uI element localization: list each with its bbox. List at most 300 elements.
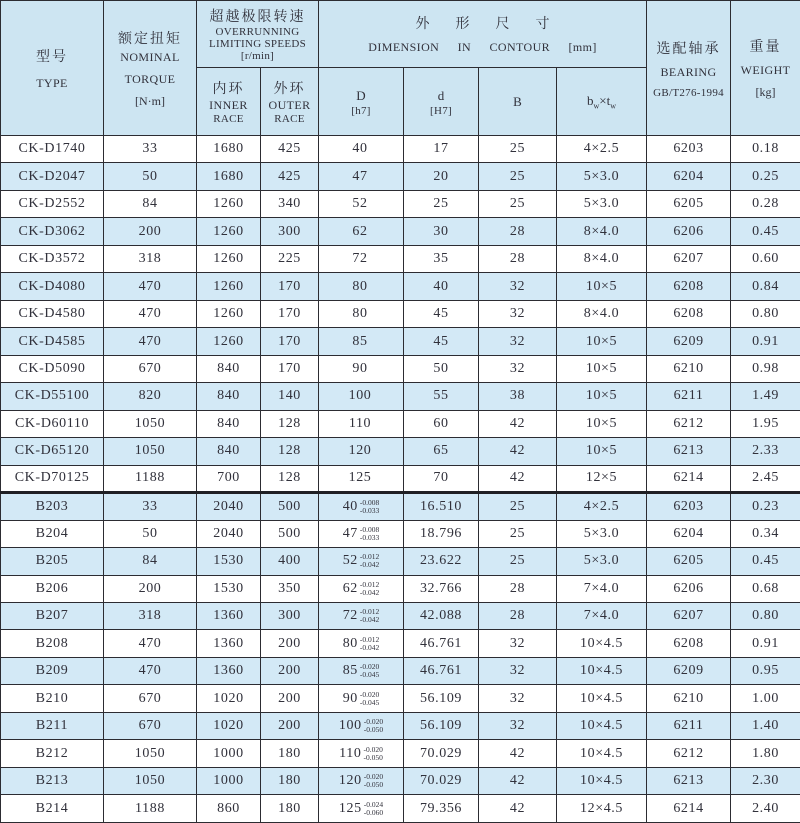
diameter-D-value: 85 (352, 333, 368, 349)
cell-width-B: 32 (479, 630, 557, 657)
cell-torque: 1050 (104, 438, 197, 465)
cell-bearing: 6208 (647, 300, 731, 327)
cell-type: B205 (1, 548, 104, 575)
cell-width-B: 28 (479, 218, 557, 245)
cell-type: CK-D60110 (1, 410, 104, 437)
cell-width-B: 25 (479, 190, 557, 217)
header-col-d-symbol: d (437, 87, 445, 103)
diameter-D-value: 90 (342, 690, 358, 706)
header-outer-race (261, 68, 319, 136)
cell-diameter-d: 30 (404, 218, 479, 245)
cell-diameter-d: 65 (404, 438, 479, 465)
cell-outer-race: 200 (261, 685, 319, 712)
cell-torque: 33 (104, 493, 197, 520)
cell-bearing: 6214 (647, 465, 731, 492)
cell-weight: 0.23 (731, 493, 800, 520)
cell-width-B: 32 (479, 685, 557, 712)
cell-bearing: 6208 (647, 273, 731, 300)
cell-bearing: 6207 (647, 245, 731, 272)
diameter-D-value: 52 (342, 553, 358, 569)
table-row (1, 795, 800, 823)
diameter-D-tolerance: -0.012 -0.042 (359, 552, 380, 570)
cell-outer-race: 200 (261, 630, 319, 657)
cell-bearing: 6212 (647, 410, 731, 437)
cell-weight: 0.34 (731, 520, 800, 547)
cell-width-B: 32 (479, 328, 557, 355)
diameter-D-tolerance: -0.020 -0.045 (359, 662, 380, 680)
cell-torque: 470 (104, 630, 197, 657)
cell-type: B211 (1, 712, 104, 739)
cell-weight: 0.68 (731, 575, 800, 602)
header-col-B (479, 68, 557, 136)
table-row (1, 328, 800, 355)
cell-outer-race: 170 (261, 300, 319, 327)
diameter-D-value: 72 (352, 251, 368, 267)
cell-width-B: 25 (479, 493, 557, 520)
cell-diameter-D (319, 767, 404, 794)
cell-outer-race: 128 (261, 410, 319, 437)
diameter-D-value: 47 (342, 525, 358, 541)
diameter-D-value: 40 (342, 498, 358, 514)
header-col-D-symbol: D (356, 87, 366, 103)
header-bearing-zh: 选配轴承 (656, 41, 721, 57)
cell-torque: 200 (104, 218, 197, 245)
cell-diameter-d: 56.109 (404, 685, 479, 712)
diameter-D-value: 62 (352, 223, 368, 239)
cell-diameter-D (319, 740, 404, 767)
diameter-D-value: 100 (338, 718, 362, 734)
table-row (1, 438, 800, 465)
header-torque-unit: [N·m] (135, 93, 165, 108)
cell-weight: 1.80 (731, 740, 800, 767)
diameter-D-tolerance: -0.012 -0.042 (359, 607, 380, 625)
cell-diameter-d: 70.029 (404, 740, 479, 767)
cell-type: CK-D65120 (1, 438, 104, 465)
cell-inner-race: 2040 (197, 520, 261, 547)
cell-outer-race: 300 (261, 218, 319, 245)
cell-diameter-d: 16.510 (404, 493, 479, 520)
cell-type: B207 (1, 602, 104, 629)
cell-diameter-d: 23.622 (404, 548, 479, 575)
table-row (1, 383, 800, 410)
cell-diameter-D (319, 520, 404, 547)
table-row (1, 493, 800, 520)
table-row (1, 273, 800, 300)
table-row (1, 767, 800, 794)
cell-type: CK-D1740 (1, 136, 104, 163)
cell-inner-race: 1260 (197, 273, 261, 300)
diameter-D-tolerance: -0.020 -0.050 (363, 717, 384, 735)
cell-weight: 1.49 (731, 383, 800, 410)
cell-type: B209 (1, 657, 104, 684)
cell-weight: 0.28 (731, 190, 800, 217)
diameter-D-tolerance: -0.008 -0.033 (359, 497, 380, 515)
cell-bearing: 6213 (647, 767, 731, 794)
cell-outer-race: 340 (261, 190, 319, 217)
header-weight-en: WEIGHT (740, 63, 791, 77)
cell-keyway: 8×4.0 (557, 245, 647, 272)
cell-bearing: 6207 (647, 602, 731, 629)
cell-width-B: 25 (479, 548, 557, 575)
cell-outer-race: 180 (261, 795, 319, 823)
cell-diameter-D (319, 548, 404, 575)
cell-outer-race: 180 (261, 740, 319, 767)
cell-width-B: 32 (479, 355, 557, 382)
cell-bearing: 6212 (647, 740, 731, 767)
cell-keyway: 10×5 (557, 410, 647, 437)
table-row (1, 465, 800, 492)
cell-bearing: 6205 (647, 190, 731, 217)
header-weight-zh: 重量 (749, 40, 782, 55)
cell-diameter-D (319, 273, 404, 300)
table-row (1, 548, 800, 575)
cell-type: CK-D70125 (1, 465, 104, 492)
cell-torque: 84 (104, 548, 197, 575)
cell-width-B: 42 (479, 795, 557, 823)
cell-diameter-d: 17 (404, 136, 479, 163)
header-col-D (319, 68, 404, 136)
cell-type: CK-D4580 (1, 300, 104, 327)
cell-width-B: 25 (479, 520, 557, 547)
cell-diameter-D (319, 218, 404, 245)
table-row (1, 410, 800, 437)
header-type-en: TYPE (36, 75, 68, 90)
cell-torque: 1050 (104, 767, 197, 794)
cell-inner-race: 1530 (197, 548, 261, 575)
cell-inner-race: 840 (197, 355, 261, 382)
cell-type: B213 (1, 767, 104, 794)
cell-diameter-D (319, 438, 404, 465)
cell-type: CK-D2047 (1, 163, 104, 190)
cell-bearing: 6206 (647, 575, 731, 602)
cell-weight: 1.40 (731, 712, 800, 739)
cell-type: CK-D3062 (1, 218, 104, 245)
cell-keyway: 10×5 (557, 383, 647, 410)
cell-diameter-d: 70.029 (404, 767, 479, 794)
cell-weight: 0.91 (731, 328, 800, 355)
cell-diameter-d: 18.796 (404, 520, 479, 547)
cell-diameter-D (319, 493, 404, 520)
cell-keyway: 10×4.5 (557, 740, 647, 767)
cell-width-B: 28 (479, 575, 557, 602)
cell-width-B: 32 (479, 712, 557, 739)
cell-type: CK-D4080 (1, 273, 104, 300)
cell-inner-race: 1680 (197, 163, 261, 190)
diameter-D-tolerance: -0.020 -0.045 (359, 689, 380, 707)
cell-outer-race: 200 (261, 657, 319, 684)
cell-type: B212 (1, 740, 104, 767)
cell-torque: 50 (104, 520, 197, 547)
cell-diameter-D (319, 795, 404, 823)
cell-weight: 2.40 (731, 795, 800, 823)
diameter-D-tolerance: -0.008 -0.033 (359, 524, 380, 542)
cell-torque: 470 (104, 273, 197, 300)
cell-keyway: 5×3.0 (557, 520, 647, 547)
cell-keyway: 10×4.5 (557, 657, 647, 684)
cell-keyway: 4×2.5 (557, 136, 647, 163)
diameter-D-value: 120 (348, 443, 372, 459)
cell-weight: 0.60 (731, 245, 800, 272)
header-type-zh: 型号 (36, 49, 68, 65)
cell-weight: 0.91 (731, 630, 800, 657)
cell-inner-race: 700 (197, 465, 261, 492)
cell-diameter-d: 56.109 (404, 712, 479, 739)
cell-bearing: 6206 (647, 218, 731, 245)
cell-inner-race: 1260 (197, 218, 261, 245)
cell-type: B203 (1, 493, 104, 520)
cell-bearing: 6209 (647, 657, 731, 684)
cell-weight: 1.95 (731, 410, 800, 437)
cell-inner-race: 1360 (197, 657, 261, 684)
cell-diameter-d: 46.761 (404, 657, 479, 684)
cell-inner-race: 1360 (197, 630, 261, 657)
header-inner-en2: RACE (213, 113, 244, 125)
cell-diameter-d: 55 (404, 383, 479, 410)
cell-type: CK-D5090 (1, 355, 104, 382)
header-bearing (647, 1, 731, 136)
cell-torque: 1188 (104, 465, 197, 492)
header-bearing-standard: GB/T276-1994 (653, 86, 724, 99)
cell-keyway: 5×3.0 (557, 190, 647, 217)
cell-bearing: 6208 (647, 630, 731, 657)
cell-keyway: 8×4.0 (557, 218, 647, 245)
cell-weight: 0.95 (731, 657, 800, 684)
table-row (1, 630, 800, 657)
cell-type: CK-D2552 (1, 190, 104, 217)
cell-inner-race: 1000 (197, 740, 261, 767)
cell-diameter-D (319, 136, 404, 163)
diameter-D-value: 125 (348, 470, 372, 486)
cell-type: B204 (1, 520, 104, 547)
table-row (1, 190, 800, 217)
diameter-D-value: 85 (342, 663, 358, 679)
cell-keyway: 8×4.0 (557, 300, 647, 327)
header-speeds-zh: 超越极限转速 (209, 10, 306, 25)
table-row (1, 300, 800, 327)
cell-keyway: 10×5 (557, 273, 647, 300)
cell-inner-race: 1260 (197, 328, 261, 355)
cell-keyway: 12×4.5 (557, 795, 647, 823)
cell-outer-race: 170 (261, 355, 319, 382)
cell-diameter-d: 42.088 (404, 602, 479, 629)
cell-inner-race: 1020 (197, 712, 261, 739)
cell-type: CK-D4585 (1, 328, 104, 355)
cell-inner-race: 1020 (197, 685, 261, 712)
header-dimension-en: DIMENSION IN CONTOUR [mm] (368, 40, 597, 54)
cell-inner-race: 1680 (197, 136, 261, 163)
cell-keyway: 12×5 (557, 465, 647, 492)
cell-outer-race: 180 (261, 767, 319, 794)
header-speeds-unit: [r/min] (240, 50, 275, 62)
cell-type: CK-D3572 (1, 245, 104, 272)
cell-width-B: 28 (479, 245, 557, 272)
header-col-keyway (557, 68, 647, 136)
cell-diameter-D (319, 245, 404, 272)
cell-keyway: 10×4.5 (557, 685, 647, 712)
cell-width-B: 42 (479, 410, 557, 437)
cell-type: B208 (1, 630, 104, 657)
cell-width-B: 32 (479, 657, 557, 684)
table-row (1, 218, 800, 245)
cell-width-B: 32 (479, 300, 557, 327)
header-col-D-tolerance: [h7] (351, 104, 371, 117)
header-torque-en1: NOMINAL (120, 49, 180, 64)
header-inner-race (197, 68, 261, 136)
table-row (1, 575, 800, 602)
cell-diameter-d: 46.761 (404, 630, 479, 657)
diameter-D-value: 90 (352, 360, 368, 376)
cell-width-B: 25 (479, 163, 557, 190)
cell-weight: 0.84 (731, 273, 800, 300)
cell-torque: 1050 (104, 410, 197, 437)
cell-diameter-d: 20 (404, 163, 479, 190)
cell-outer-race: 140 (261, 383, 319, 410)
cell-inner-race: 1000 (197, 767, 261, 794)
cell-diameter-D (319, 163, 404, 190)
diameter-D-value: 52 (352, 196, 368, 212)
cell-diameter-D (319, 328, 404, 355)
cell-diameter-D (319, 685, 404, 712)
cell-outer-race: 128 (261, 438, 319, 465)
table-body (1, 136, 800, 823)
cell-keyway: 4×2.5 (557, 493, 647, 520)
diameter-D-value: 100 (348, 388, 372, 404)
cell-bearing: 6203 (647, 136, 731, 163)
cell-weight: 0.18 (731, 136, 800, 163)
cell-bearing: 6214 (647, 795, 731, 823)
cell-bearing: 6204 (647, 520, 731, 547)
cell-weight: 0.98 (731, 355, 800, 382)
cell-width-B: 28 (479, 602, 557, 629)
cell-keyway: 5×3.0 (557, 548, 647, 575)
cell-torque: 318 (104, 245, 197, 272)
table-row (1, 712, 800, 739)
cell-weight: 0.80 (731, 602, 800, 629)
cell-torque: 200 (104, 575, 197, 602)
header-inner-zh: 内环 (212, 82, 245, 97)
cell-torque: 670 (104, 355, 197, 382)
cell-width-B: 42 (479, 438, 557, 465)
header-keyway-symbol: $b_w\times t_w$ (586, 93, 617, 111)
header-weight (731, 1, 800, 136)
diameter-D-value: 125 (338, 800, 362, 816)
header-type (1, 1, 104, 136)
cell-torque: 33 (104, 136, 197, 163)
cell-inner-race: 840 (197, 410, 261, 437)
cell-keyway: 10×5 (557, 438, 647, 465)
header-dimension-zh: 外形尺寸 (415, 17, 576, 32)
diameter-D-tolerance: -0.012 -0.042 (359, 634, 380, 652)
cell-weight: 2.30 (731, 767, 800, 794)
cell-inner-race: 1260 (197, 300, 261, 327)
cell-torque: 470 (104, 657, 197, 684)
cell-width-B: 42 (479, 465, 557, 492)
cell-inner-race: 840 (197, 383, 261, 410)
cell-inner-race: 840 (197, 438, 261, 465)
cell-diameter-D (319, 383, 404, 410)
cell-type: CK-D55100 (1, 383, 104, 410)
diameter-D-tolerance: -0.024 -0.060 (363, 799, 384, 817)
cell-outer-race: 400 (261, 548, 319, 575)
cell-outer-race: 300 (261, 602, 319, 629)
cell-type: B206 (1, 575, 104, 602)
cell-diameter-D (319, 575, 404, 602)
cell-inner-race: 860 (197, 795, 261, 823)
diameter-D-value: 80 (342, 635, 358, 651)
cell-weight: 0.25 (731, 163, 800, 190)
cell-keyway: 10×5 (557, 355, 647, 382)
cell-inner-race: 1530 (197, 575, 261, 602)
header-col-d (404, 68, 479, 136)
cell-torque: 670 (104, 685, 197, 712)
cell-weight: 0.45 (731, 218, 800, 245)
cell-diameter-d: 60 (404, 410, 479, 437)
cell-diameter-D (319, 602, 404, 629)
cell-width-B: 25 (479, 136, 557, 163)
cell-diameter-d: 45 (404, 328, 479, 355)
cell-weight: 2.33 (731, 438, 800, 465)
table-row (1, 136, 800, 163)
cell-diameter-D (319, 712, 404, 739)
header-outer-en2: RACE (274, 113, 305, 125)
cell-diameter-d: 25 (404, 190, 479, 217)
cell-bearing: 6210 (647, 685, 731, 712)
diameter-D-value: 40 (352, 141, 368, 157)
cell-torque: 470 (104, 328, 197, 355)
header-dimension-group (319, 1, 647, 68)
cell-outer-race: 425 (261, 163, 319, 190)
diameter-D-value: 120 (338, 773, 362, 789)
header-speeds-en1: OVERRUNNING (215, 26, 300, 38)
cell-width-B: 38 (479, 383, 557, 410)
cell-diameter-d: 40 (404, 273, 479, 300)
diameter-D-value: 47 (352, 168, 368, 184)
cell-torque: 1188 (104, 795, 197, 823)
cell-diameter-d: 45 (404, 300, 479, 327)
cell-keyway: 7×4.0 (557, 575, 647, 602)
cell-diameter-D (319, 465, 404, 492)
table-row (1, 685, 800, 712)
table-row (1, 657, 800, 684)
cell-outer-race: 200 (261, 712, 319, 739)
cell-diameter-d: 50 (404, 355, 479, 382)
cell-torque: 1050 (104, 740, 197, 767)
cell-width-B: 42 (479, 740, 557, 767)
cell-torque: 318 (104, 602, 197, 629)
cell-keyway: 10×5 (557, 328, 647, 355)
cell-keyway: 7×4.0 (557, 602, 647, 629)
diameter-D-tolerance: -0.020 -0.050 (363, 744, 383, 762)
cell-bearing: 6209 (647, 328, 731, 355)
cell-outer-race: 500 (261, 493, 319, 520)
cell-bearing: 6213 (647, 438, 731, 465)
header-torque-en2: TORQUE (124, 71, 176, 86)
table-header (1, 1, 800, 136)
cell-weight: 0.45 (731, 548, 800, 575)
cell-width-B: 42 (479, 767, 557, 794)
cell-bearing: 6205 (647, 548, 731, 575)
header-torque-zh: 额定扭矩 (118, 31, 182, 47)
cell-weight: 2.45 (731, 465, 800, 492)
diameter-D-tolerance: -0.020 -0.050 (363, 772, 384, 790)
cell-outer-race: 128 (261, 465, 319, 492)
cell-torque: 470 (104, 300, 197, 327)
cell-inner-race: 1260 (197, 245, 261, 272)
cell-outer-race: 425 (261, 136, 319, 163)
cell-weight: 1.00 (731, 685, 800, 712)
cell-weight: 0.80 (731, 300, 800, 327)
diameter-D-value: 110 (339, 745, 362, 761)
